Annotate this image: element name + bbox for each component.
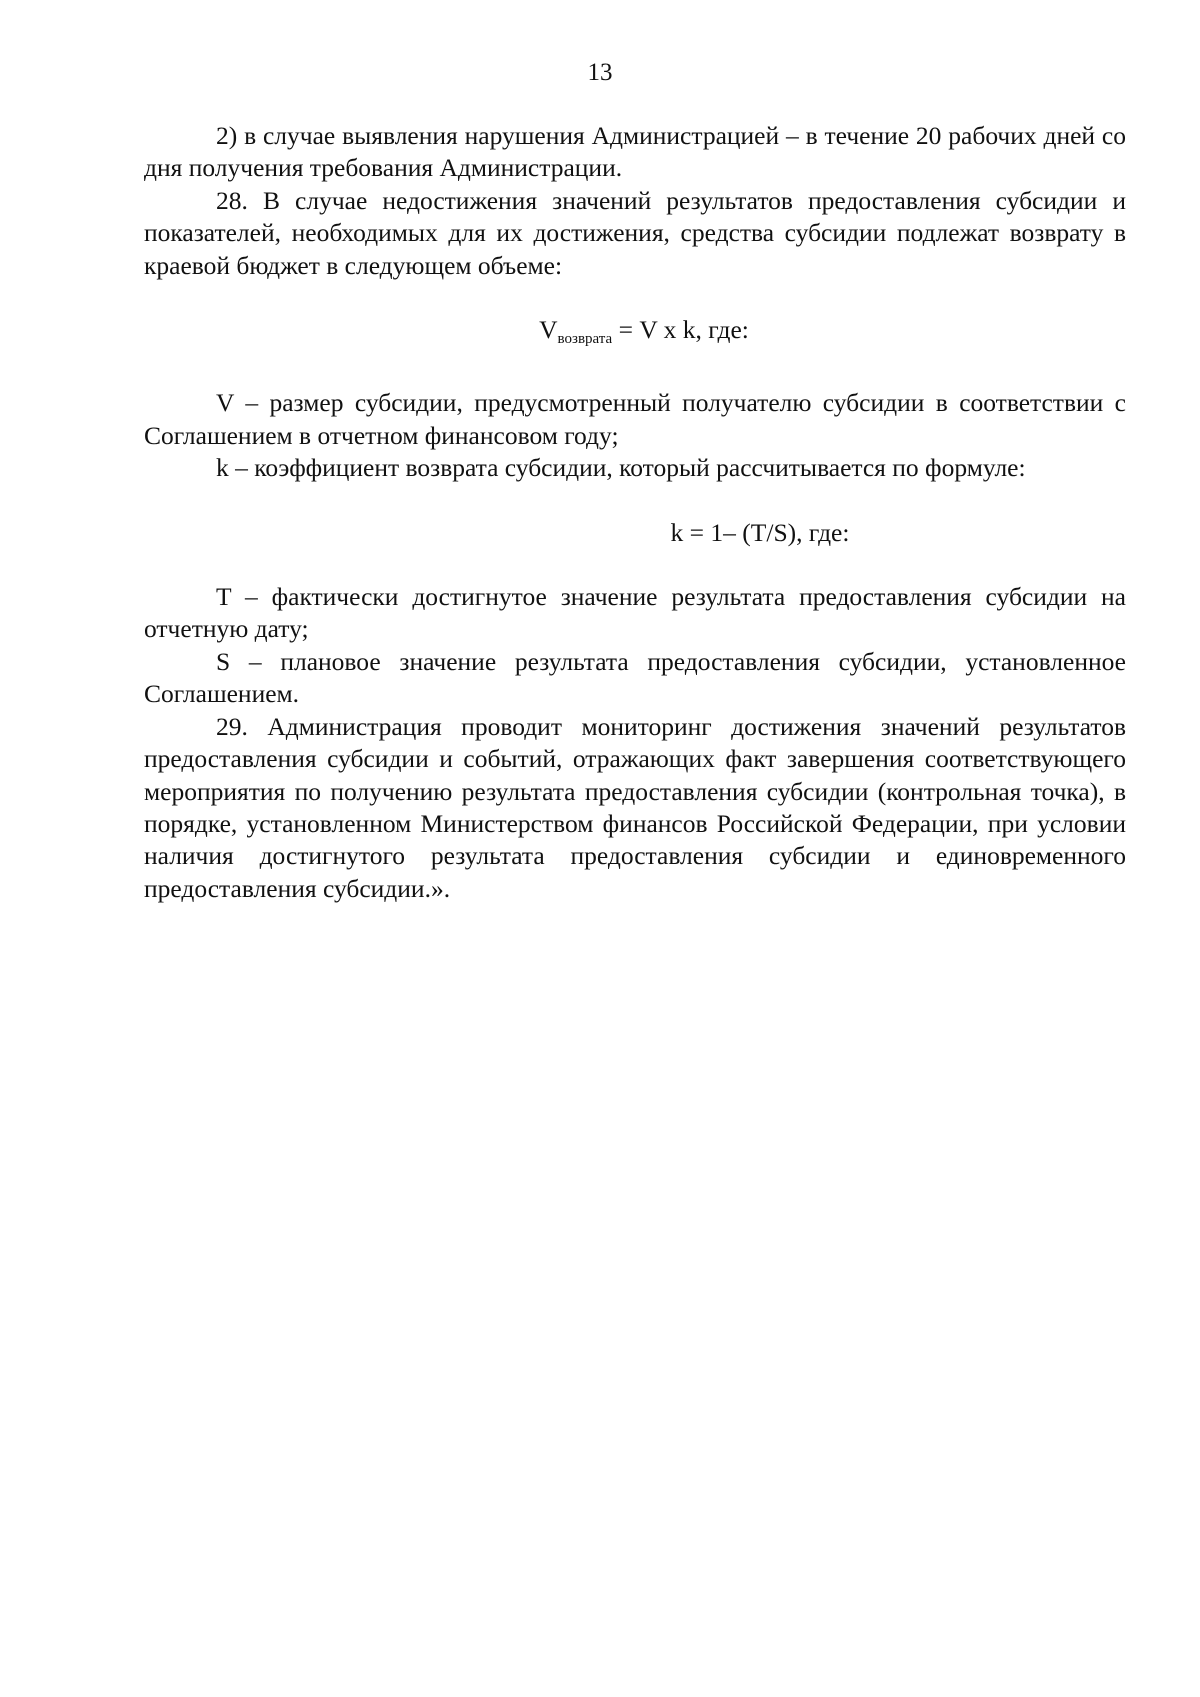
formula-coefficient: k = 1– (T/S), где: bbox=[670, 517, 850, 547]
formula-return-volume bbox=[144, 314, 1126, 355]
definition-v: V – размер субсидии, предусмотренный получателю субсидии в соответствии с Соглашением в отчетном финансовом году; bbox=[144, 388, 1126, 450]
definition-s: S – плановое значение результата предоставления субсидии, установленное Соглашением. bbox=[144, 646, 1126, 709]
formula-variable: V bbox=[539, 315, 558, 345]
paragraph-clause-28: 28. В случае недостижения значений результатов предоставления субсидии и показателей, необходимых для их достижения, средства субсидии подлежат возврату в краевой бюджет в следующем объеме: bbox=[144, 185, 1126, 280]
paragraph-clause-29: 29. Администрация проводит мониторинг достижения значений результатов предоставления субсидии и событий, отражающих факт завершения соответствующего мероприятия по получению результата предоставления субсидии (контрольная точка), в порядке, установленном Министерством финансов Российской Федерации, при условии наличия достигнутого результата предоставления субсидии и единовременного предоставления субсидии.». bbox=[144, 711, 1126, 903]
formula-expression: = V x k, где: bbox=[612, 315, 749, 345]
document-body bbox=[144, 120, 1126, 905]
paragraph-item-2: 2) в случае выявления нарушения Администрацией – в течение 20 рабочих дней со дня получения требования Администрации. bbox=[144, 121, 1126, 183]
definition-k: k – коэффициент возврата субсидии, который рассчитывается по формуле: bbox=[216, 453, 1026, 483]
page-number: 13 bbox=[587, 59, 613, 86]
definition-t: T – фактически достигнутое значение результата предоставления субсидии на отчетную дату; bbox=[144, 582, 1126, 644]
formula-subscript: возврата bbox=[557, 331, 613, 348]
